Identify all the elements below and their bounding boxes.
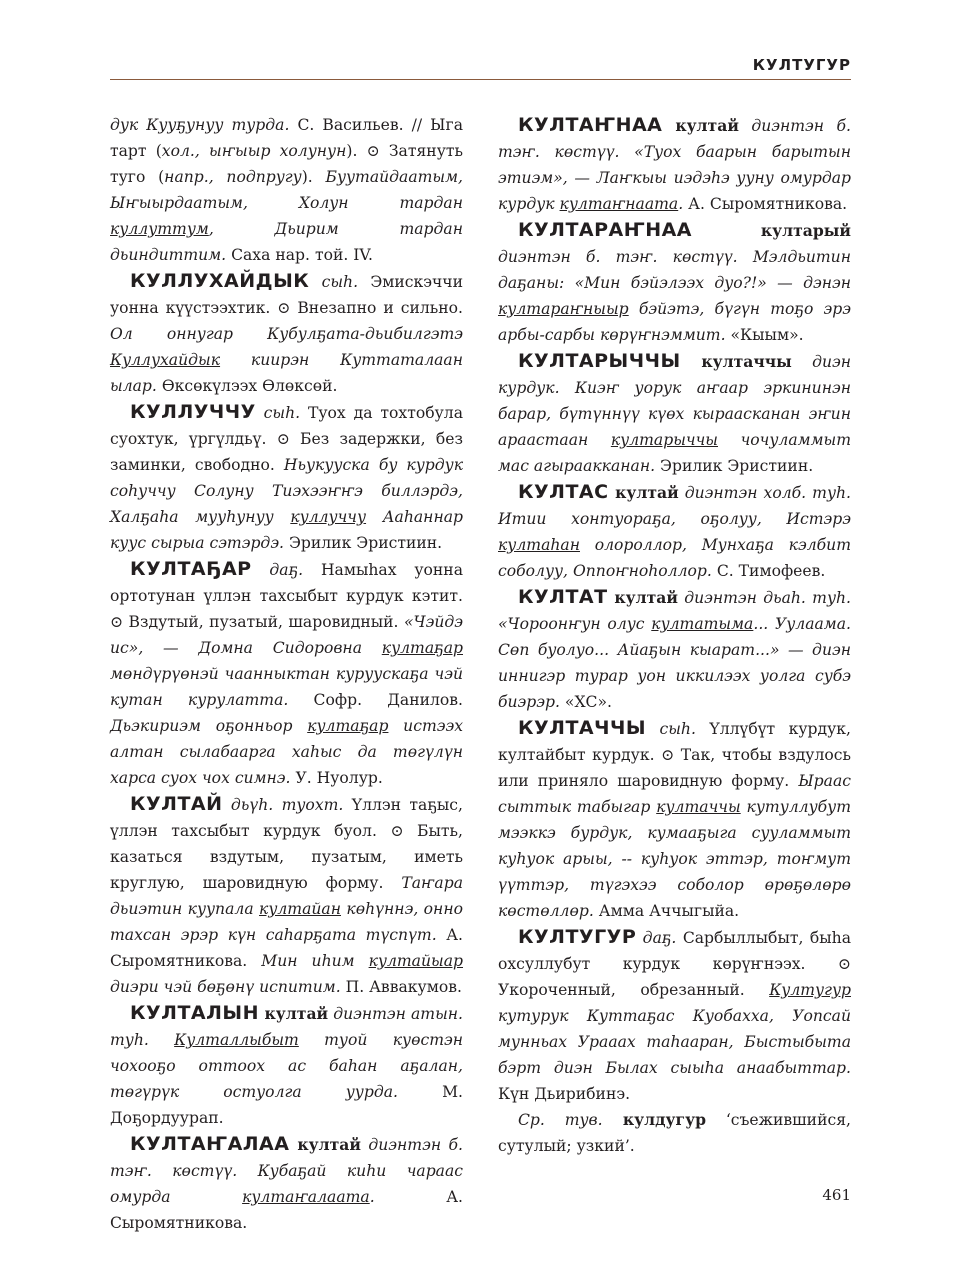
definition-text: Үллэн таҕыс, үллэн тахсыбыт курдук буол. ⊙ Быть, казаться вздутым, пузатым, иметь круглую, шаровидную форму. bbox=[110, 796, 464, 892]
highlighted-word: куллуттум bbox=[110, 220, 209, 238]
source-text: «Кыым». bbox=[725, 326, 804, 344]
headword: КУЛЛУЧЧУ bbox=[130, 401, 256, 423]
definition-text: Намыһах уонна ортотунан үллэн тахсыбыт курдук кэтит. ⊙ Вздутый, пузатый, шаровидный. bbox=[110, 561, 463, 631]
example-text: бэйэтэ, бүгүн тоҕо эрэ арбы-сарбы көрүҥнэммит. bbox=[498, 300, 851, 344]
source-text: А. Сыромятникова. bbox=[683, 195, 848, 213]
example-text: Ньукууска бу курдук соһуччу Солуну Тиэхээҥҥэ биллэрдэ, Халҕаһа мууһунуу bbox=[110, 456, 463, 526]
source-text: Амма Аччыгыйа. bbox=[593, 902, 740, 920]
entry-kultai bbox=[110, 791, 463, 1000]
example-text: киирэн Куттаталаан ылар. bbox=[110, 351, 463, 395]
headword: КУЛТУГУР bbox=[518, 926, 637, 948]
highlighted-word: куллуччу bbox=[290, 508, 367, 526]
running-header bbox=[110, 56, 851, 78]
source-text: У. Нуолур. bbox=[290, 769, 383, 787]
example-text: диэнтэн холб. туһ. Итии хонтуораҕа, оҕолуу, Истэрэ bbox=[498, 484, 852, 528]
entry-kultangalaa bbox=[110, 1131, 463, 1236]
definition-text: Эмискэччи уонна күүстээхтик. ⊙ Внезапно и сильно. bbox=[110, 273, 464, 317]
highlighted-word: Куллухайдык bbox=[110, 351, 221, 369]
definition-text: Сарбыллыбыт, быһа охсуллубут курдук көрүҥнээх. ⊙ Укороченный, обрезанный. bbox=[498, 929, 852, 999]
example-text: диэнтэн б. тэҥ. көстүү. «Туох баарын барытын этиэм», — Лаҥкыы иэдэһэ ууну омурдар курдук bbox=[498, 117, 851, 213]
headword: КУЛТАЛЫН bbox=[130, 1002, 259, 1024]
cross-reference: култай bbox=[289, 1135, 361, 1154]
source-text: М. Доҕордуурап. bbox=[110, 1083, 463, 1127]
headword: КУЛТАҤНАА bbox=[518, 114, 663, 136]
definition-text: ‘съежившийся, сутулый; узкий’. bbox=[498, 1111, 851, 1155]
headword: КУЛЛУХАЙДЫК bbox=[130, 270, 310, 292]
highlighted-word: култарыччы bbox=[610, 431, 718, 449]
example-text: Буутайдаатым, Ыҥыырдаатым, Холун тардан bbox=[110, 168, 464, 212]
headword: КУЛТАРАҤНАА bbox=[518, 219, 693, 241]
source-text: Саха нар. той. IV. bbox=[226, 246, 373, 264]
example-text: Ол оннугар Кубулҕата-дьибилгэтэ bbox=[110, 325, 463, 343]
source-text: П. Аввакумов. bbox=[340, 978, 462, 996]
example-text: диэн курдук. Киэҥ уорук аҥаар эркининэн барар, бүтүннүү күөх кыраасканан эҥин араастаан bbox=[498, 353, 851, 449]
source-text: Күн Дьирибинэ. bbox=[498, 1085, 631, 1103]
translation-text: ). bbox=[301, 168, 326, 186]
grammar-label: дьүһ. туохт. bbox=[222, 796, 344, 814]
example-text: Ыраас сыттык табыгар bbox=[498, 772, 851, 816]
entry-kultarangnaa bbox=[498, 217, 851, 348]
example-text: туой куөстэн чохооҕо оттоох ас баһан аҕалан, төгүрүк остуолга уурда. bbox=[110, 1031, 463, 1101]
example-text: . bbox=[369, 1188, 375, 1206]
source-text: А. Сыромятникова. bbox=[110, 1188, 463, 1232]
left-column bbox=[110, 112, 463, 1236]
cross-reference: кулдугур bbox=[602, 1110, 706, 1129]
example-text: диэнтэн б. тэҥ. көстүү. Мэлдьитин даҕаны: «Мин бэйэлээх дуо?!» — дэнэн bbox=[498, 248, 851, 292]
page-number: 461 bbox=[822, 1186, 851, 1204]
entry-kulluchchu bbox=[110, 399, 463, 556]
example-text: Таҥара дьиэтин куупала bbox=[110, 874, 463, 918]
headword: КУЛТАЧЧЫ bbox=[518, 717, 647, 739]
example-text: диэнтэн б. тэҥ. көстүү. Кубаҕай киһи чараас омурда bbox=[110, 1136, 463, 1206]
example-text: дук Кууҕунуу турда. bbox=[110, 116, 290, 134]
definition-text: Үллүбүт курдук, култайбыт курдук. ⊙ Так, чтобы вздулось или приняло шаровидную форму. bbox=[498, 720, 851, 790]
comparison-label: Ср. тув. bbox=[518, 1111, 603, 1129]
example-text: «Чэйдэ ис», — Домна Сидоровна bbox=[110, 613, 463, 657]
entry-kultugur bbox=[498, 924, 851, 1107]
headword: КУЛТАҤАЛАА bbox=[130, 1133, 290, 1155]
example-text: көһүннэ, онно тахсан эрэр күн саһарҕата түспүт. bbox=[110, 900, 463, 944]
header-title: КУЛТУГУР bbox=[752, 56, 851, 74]
example-text: мөндүрүөнэй чаанныктан куруускаҕа чэй кутан курулатта. bbox=[110, 665, 463, 709]
entry-kultagar bbox=[110, 556, 463, 791]
highlighted-word: култаҕар bbox=[381, 639, 463, 657]
example-text: чочуламмыт мас агыраакканан. bbox=[498, 431, 851, 475]
highlighted-word: култаҕар bbox=[307, 717, 389, 735]
entry-kultangnaa bbox=[498, 112, 851, 217]
entry-kultarychchy bbox=[498, 348, 851, 479]
example-text: кутурук Куттаҕас Куобахха, Уопсай мунньах Урааах таһааран, Быстыбыта бэрт диэн Былах сыыһа анаабыттар. bbox=[498, 1007, 851, 1077]
grammar-label: даҕ. bbox=[251, 561, 304, 579]
source-text: Софр. Данилов. bbox=[288, 691, 464, 709]
headword: КУЛТАС bbox=[518, 481, 609, 503]
cross-reference: култай bbox=[259, 1004, 329, 1023]
comparison-note bbox=[498, 1107, 851, 1159]
headword: КУЛТАЙ bbox=[130, 793, 223, 815]
example-text: кутуллубут мээккэ бурдук, кумааҕыга сууламмыт куһуок арыы, -- куһуок эттэр, тоҥмут үүттэр, түгэхээ соболор өрөҕөлөрө көстөллөр. bbox=[498, 798, 851, 920]
highlighted-word: култайан bbox=[259, 900, 341, 918]
entry-kultachchy bbox=[498, 715, 851, 924]
example-text: диэри чэй бөҕөнү испитим. bbox=[110, 978, 341, 996]
highlighted-word: Култаллыбыт bbox=[174, 1031, 299, 1049]
headword: КУЛТАРЫЧЧЫ bbox=[518, 350, 681, 372]
example-text: истээх алтан сылабаарга хаһыс да төгүлүн харса суох чох симнэ. bbox=[110, 717, 464, 787]
grammar-label: диэнтэн атын. туһ. bbox=[110, 1005, 464, 1049]
entry-kultat bbox=[498, 584, 851, 715]
example-text: олороллор, Мунхаҕа кэлбит соболуу, Оппоҥноһоллор. bbox=[498, 536, 851, 580]
cross-reference: култай bbox=[607, 588, 678, 607]
right-column bbox=[498, 112, 851, 1159]
highlighted-word: култаҥалаата bbox=[242, 1188, 370, 1206]
cross-reference: култай bbox=[662, 116, 739, 135]
source-text: С. Тимофеев. bbox=[711, 562, 826, 580]
highlighted-word: култатыма bbox=[651, 615, 754, 633]
example-text: . bbox=[678, 195, 684, 213]
cross-reference: култаччы bbox=[680, 352, 792, 371]
highlighted-word: култайыар bbox=[368, 952, 463, 970]
entry-kultalyn bbox=[110, 1000, 463, 1131]
highlighted-word: Култугур bbox=[769, 981, 851, 999]
source-text: «ХС». bbox=[559, 693, 612, 711]
definition-text: Туох да тохтобула суохтук, үргүлдьү. ⊙ Без задержки, без заминки, свободно. bbox=[110, 404, 463, 474]
grammar-label: сыһ. bbox=[309, 273, 359, 291]
grammar-label: сыһ. bbox=[255, 404, 301, 422]
source-text: Эрилик Эристиин. bbox=[655, 457, 814, 475]
grammar-label: сыһ. bbox=[646, 720, 696, 738]
highlighted-word: култараҥныыр bbox=[498, 300, 629, 318]
example-text: ... Уулаама. Сөп буолуо... Айаҕын кыарат...» — диэн иннигэр турар уон иккилээх уолга субэ биэрэр. bbox=[498, 615, 851, 711]
headword: КУЛТАҔАР bbox=[130, 558, 252, 580]
grammar-label: напр., подпругу bbox=[164, 168, 302, 186]
example-text: , Дьирим тардан дьиндиттим. bbox=[110, 220, 463, 264]
source-text: Эрилик Эристиин. bbox=[284, 534, 443, 552]
highlighted-word: култаһан bbox=[498, 536, 580, 554]
source-text: А. Сыромятникова. bbox=[110, 926, 463, 970]
translation-text: ). ⊙ Затянуть туго ( bbox=[110, 142, 463, 186]
entry-kullukhaidyk bbox=[110, 268, 463, 399]
example-text: Дьэкириэм оҕонньор bbox=[110, 717, 308, 735]
cross-reference: култарый bbox=[692, 221, 851, 240]
grammar-label: даҕ. bbox=[636, 929, 677, 947]
grammar-label: хол., ыҥыыр холунун bbox=[161, 142, 347, 160]
example-text: Ааһаннар куус сырыа сэтэрдэ. bbox=[110, 508, 463, 552]
source-text: С. Васильев. // Ыга тарт ( bbox=[110, 116, 463, 160]
example-text: диэнтэн дьаһ. туһ. «Чороонҥун олус bbox=[498, 589, 851, 633]
highlighted-word: култаҥнаата bbox=[559, 195, 679, 213]
headword: КУЛТАТ bbox=[518, 586, 608, 608]
entry-continuation bbox=[110, 112, 463, 268]
example-text: Мин иһим bbox=[261, 952, 369, 970]
header-rule bbox=[110, 79, 851, 80]
highlighted-word: култаччы bbox=[656, 798, 741, 816]
entry-kultas bbox=[498, 479, 851, 584]
cross-reference: култай bbox=[608, 483, 679, 502]
source-text: Өксөкүлээх Өлөксөй. bbox=[156, 377, 338, 395]
